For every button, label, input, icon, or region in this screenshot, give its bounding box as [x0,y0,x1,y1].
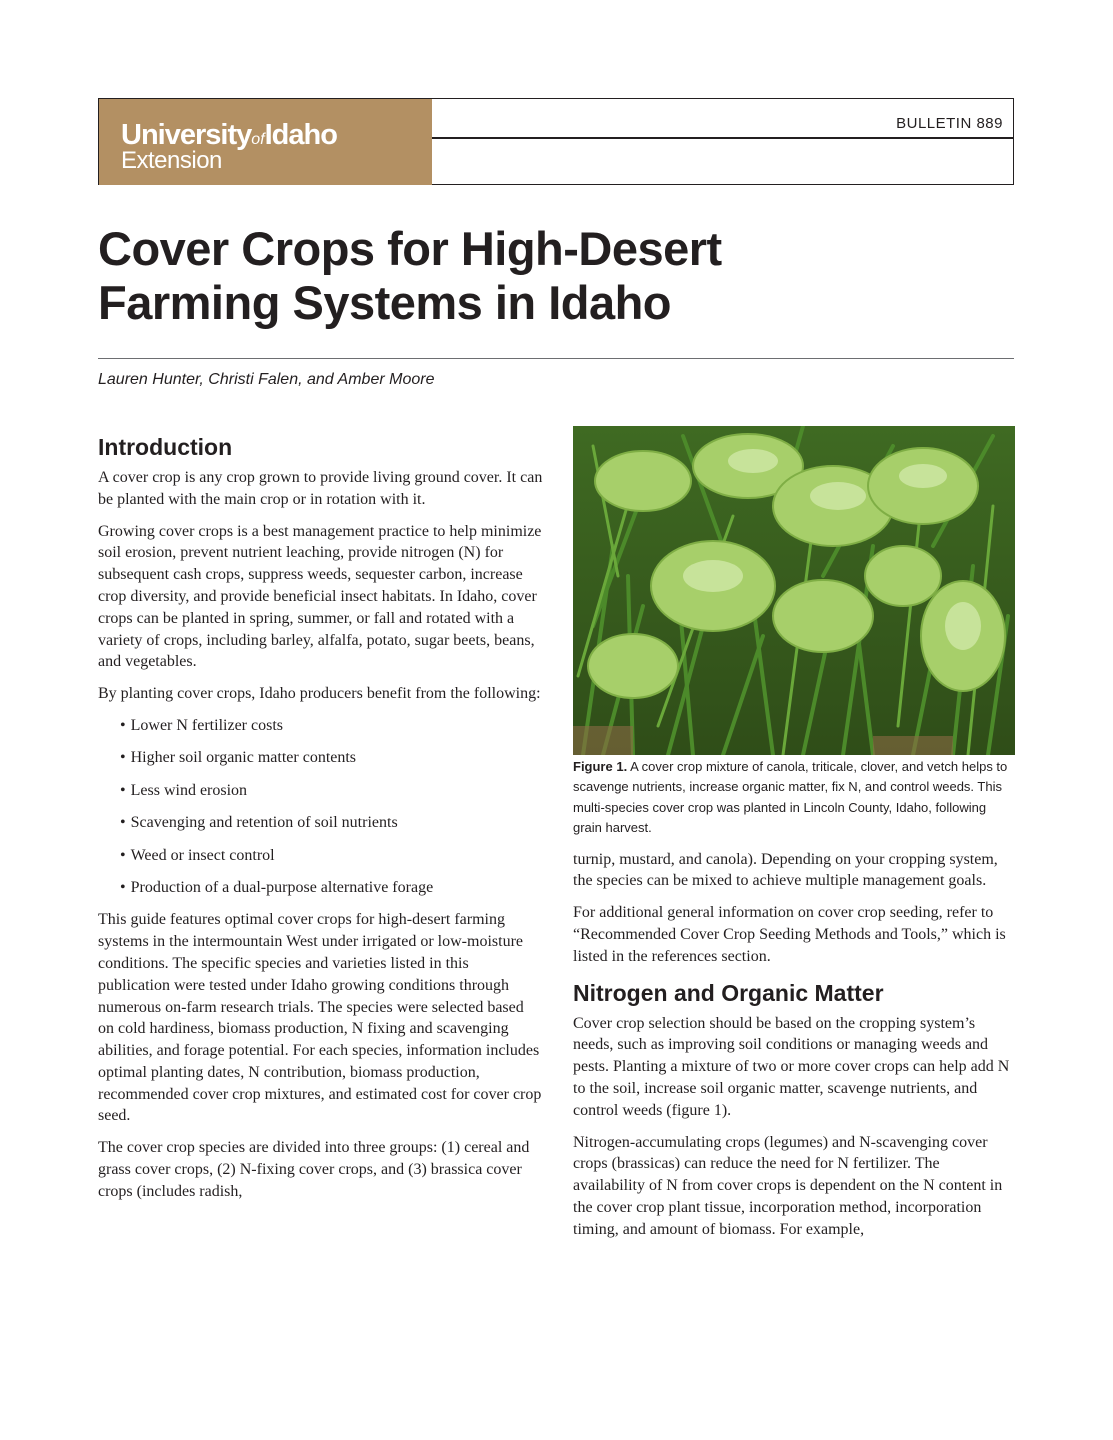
intro-paragraph-1: A cover crop is any crop grown to provide living ground cover. It can be planted with the main crop or in rotation with it. [98,469,543,508]
benefits-list [98,715,543,899]
list-item: • Less wind erosion [120,780,543,802]
bulletin-number: BULLETIN 889 [896,115,1003,132]
intro-paragraph-4: This guide features optimal cover crops for high-desert farming systems in the intermountain West under irrigated or low-moisture conditions. The specific species and varieties listed in this publication were tested under Idaho growing conditions through numerous on-farm research trials. The species were selected based on cold hardiness, biomass production, N fixing and scavenging abilities, and forage potential. For each species, information includes optimal planting dates, N contribution, biomass production, recommended cover crop mixtures, and estimated cost for cover crop seed. [98,911,542,1125]
list-item: • Production of a dual-purpose alternative forage [120,877,543,899]
logo-extension-text: Extension [121,147,222,174]
nitrogen-paragraph-2: Nitrogen-accumulating crops (legumes) and N-scavenging cover crops (brassicas) can reduce the need for N fertilizer. The availability of N from cover crops is dependent on the N content in the cover crop plant tissue, incorporation method, incorporation timing, and amount of biomass. For example, [573,1133,1003,1238]
continuation-paragraph: turnip, mustard, and canola). Depending on your cropping system, the species can be mixed to achieve multiple management goals. [573,850,998,890]
figure-caption [573,757,1015,839]
list-item: • Weed or insect control [120,845,543,867]
header-banner [98,98,1014,185]
list-item: • Higher soil organic matter contents [120,747,543,769]
cover-crop-photo [573,426,1015,755]
figure-label: Figure 1. [573,759,628,774]
references-paragraph: For additional general information on cover crop seeding, refer to “Recommended Cover Crop Seeding Methods and Tools,” which is listed in the references section. [573,904,1006,965]
nitrogen-heading: Nitrogen and Organic Matter [573,979,884,1006]
logo-university-text: University [121,119,252,151]
logo-of-text: of [251,131,265,148]
intro-paragraph-5: The cover crop species are divided into three groups: (1) cereal and grass cover crops, (2) N-fixing cover crops, and (3) brassica cover crops (includes radish, [98,1139,530,1200]
introduction-heading: Introduction [98,434,233,460]
authors: Lauren Hunter, Christi Falen, and Amber Moore [98,371,435,388]
title-divider [98,358,1014,359]
right-column [573,426,1015,1251]
intro-paragraph-2: Growing cover crops is a best management practice to help minimize soil erosion, prevent nutrient leaching, provide nitrogen (N) for subsequent cash crops, suppress weeds, sequester carbon, increase crop diversity, and provide beneficial insect habitats. In Idaho, cover crops can be planted in spring, summer, or fall and rotated with a variety of crops, including barley, alfalfa, potato, sugar beets, beans, and vegetables. [98,522,542,671]
page-title [98,222,898,330]
left-column [98,432,543,1213]
list-item: • Lower N fertilizer costs [120,715,543,737]
list-item: • Scavenging and retention of soil nutrients [120,812,543,834]
logo-idaho-text: Idaho [264,119,337,151]
title-line-2: Farming Systems in Idaho [98,276,672,329]
figure-caption-text: A cover crop mixture of canola, triticale, clover, and vetch helps to scavenge nutrients, increase organic matter, fix N, and control weeds. This multi-species cover crop was planted in Lincoln County, Idaho, following grain harvest. [573,759,1008,836]
intro-paragraph-3: By planting cover crops, Idaho producers benefit from the following: [98,685,541,703]
title-line-1: Cover Crops for High-Desert [98,222,722,275]
banner-divider [432,137,1013,139]
university-logo [99,99,432,185]
nitrogen-paragraph-1: Cover crop selection should be based on the cropping system’s needs, such as improving soil conditions or managing weeds and pests. Planting a mixture of two or more cover crops can help add N to the soil, increase soil organic matter, scavenge nutrients, and control weeds (figure 1). [573,1014,1010,1119]
